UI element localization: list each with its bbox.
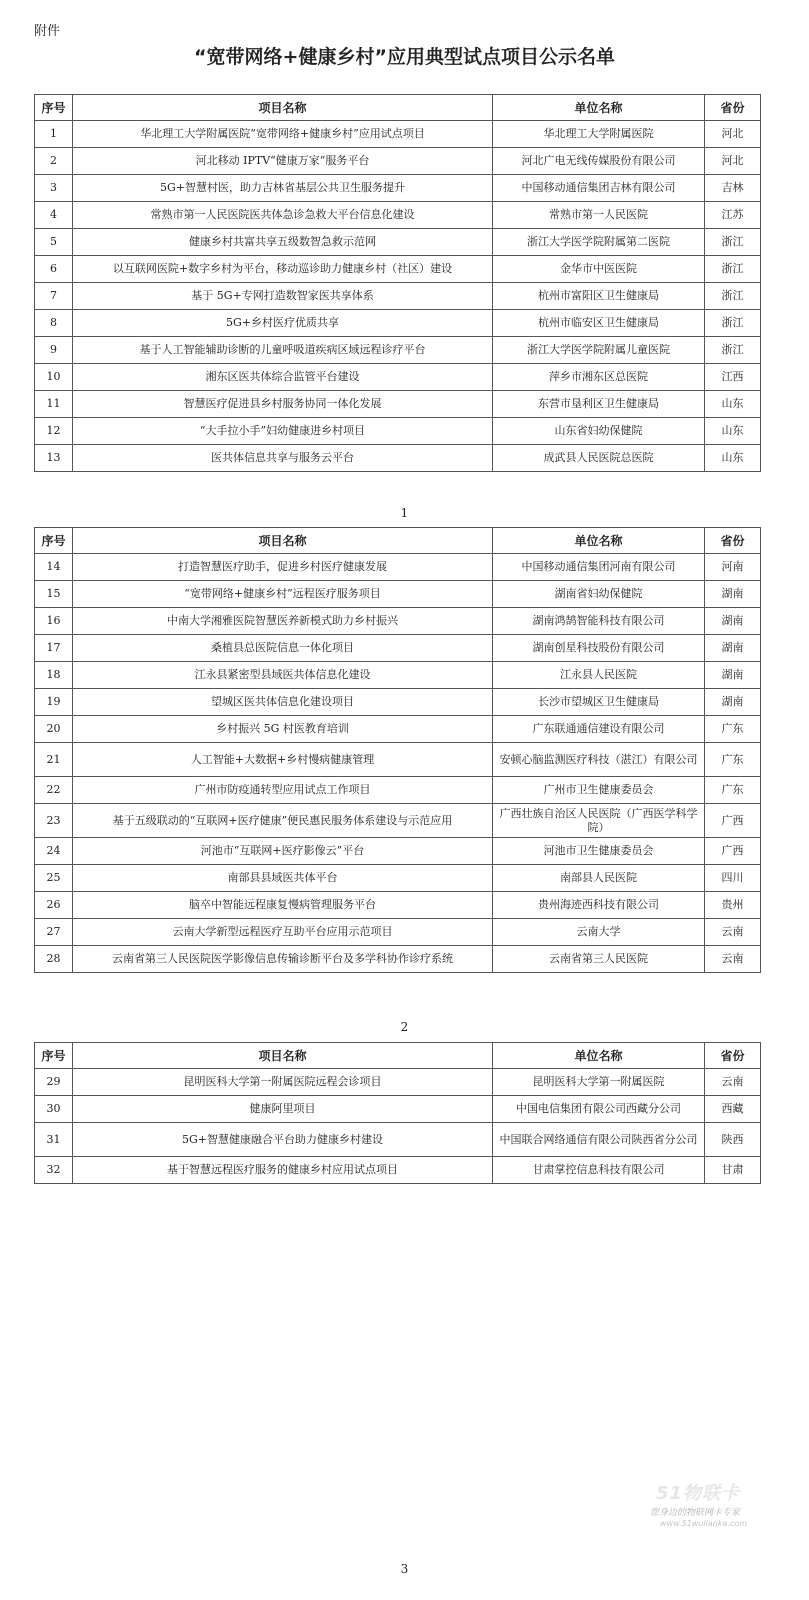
cell-no: 14 (35, 554, 73, 581)
cell-province: 浙江 (705, 310, 761, 337)
header-province: 省份 (705, 528, 761, 554)
cell-project: 望城区医共体信息化建设项目 (73, 689, 493, 716)
cell-no: 29 (35, 1069, 73, 1096)
cell-province: 浙江 (705, 229, 761, 256)
table-row (35, 337, 761, 364)
cell-unit: 华北理工大学附属医院 (493, 121, 705, 148)
cell-unit: 浙江大学医学院附属第二医院 (493, 229, 705, 256)
cell-unit: 杭州市临安区卫生健康局 (493, 310, 705, 337)
page-number: 2 (400, 1020, 409, 1034)
cell-project: 打造智慧医疗助手，促进乡村医疗健康发展 (73, 554, 493, 581)
cell-no: 24 (35, 838, 73, 865)
table-row (35, 1157, 761, 1184)
cell-province: 云南 (705, 946, 761, 973)
cell-unit: 湖南省妇幼保健院 (493, 581, 705, 608)
cell-unit: 杭州市富阳区卫生健康局 (493, 283, 705, 310)
cell-no: 27 (35, 919, 73, 946)
cell-unit: 东营市垦利区卫生健康局 (493, 391, 705, 418)
cell-project: 5G+智慧健康融合平台助力健康乡村建设 (73, 1123, 493, 1157)
cell-unit: 南部县人民医院 (493, 865, 705, 892)
cell-unit: 河池市卫生健康委员会 (493, 838, 705, 865)
cell-project: 河北移动 IPTV“健康万家”服务平台 (73, 148, 493, 175)
cell-unit: 萍乡市湘东区总医院 (493, 364, 705, 391)
cell-project: 河池市“互联网+医疗影像云”平台 (73, 838, 493, 865)
cell-no: 13 (35, 445, 73, 472)
cell-unit: 成武县人民医院总医院 (493, 445, 705, 472)
table-row (35, 946, 761, 973)
cell-unit: 浙江大学医学院附属儿童医院 (493, 337, 705, 364)
cell-project: 医共体信息共享与服务云平台 (73, 445, 493, 472)
cell-project: 桑植县总医院信息一体化项目 (73, 635, 493, 662)
table-row (35, 1069, 761, 1096)
watermark-url: www.51wulianka.com (660, 1519, 748, 1528)
cell-no: 31 (35, 1123, 73, 1157)
cell-project: 广州市防疫通转型应用试点工作项目 (73, 777, 493, 804)
cell-unit: 中国移动通信集团河南有限公司 (493, 554, 705, 581)
cell-province: 甘肃 (705, 1157, 761, 1184)
header-province: 省份 (705, 1043, 761, 1069)
cell-province: 山东 (705, 445, 761, 472)
cell-province: 吉林 (705, 175, 761, 202)
project-table-page-2 (34, 527, 761, 973)
header-province: 省份 (705, 95, 761, 121)
watermark-logo: 51物联卡 (656, 1483, 741, 1504)
cell-province: 湖南 (705, 689, 761, 716)
header-unit: 单位名称 (493, 95, 705, 121)
header-project: 项目名称 (73, 95, 493, 121)
cell-unit: 昆明医科大学第一附属医院 (493, 1069, 705, 1096)
table-row (35, 554, 761, 581)
cell-project: 南部县县域医共体平台 (73, 865, 493, 892)
cell-province: 广东 (705, 716, 761, 743)
cell-unit: 湖南创星科技股份有限公司 (493, 635, 705, 662)
cell-no: 5 (35, 229, 73, 256)
cell-project: 智慧医疗促进县乡村服务协同一体化发展 (73, 391, 493, 418)
cell-province: 云南 (705, 1069, 761, 1096)
cell-unit: 常熟市第一人民医院 (493, 202, 705, 229)
cell-project: 中南大学湘雅医院智慧医养新模式助力乡村振兴 (73, 608, 493, 635)
cell-province: 河北 (705, 148, 761, 175)
table-row (35, 445, 761, 472)
cell-province: 河南 (705, 554, 761, 581)
table-row (35, 202, 761, 229)
page-number: 1 (400, 506, 409, 520)
cell-unit: 广东联通通信建设有限公司 (493, 716, 705, 743)
project-table-page-3 (34, 1042, 761, 1184)
table-row (35, 777, 761, 804)
cell-unit: 中国电信集团有限公司西藏分公司 (493, 1096, 705, 1123)
cell-no: 32 (35, 1157, 73, 1184)
cell-no: 23 (35, 804, 73, 838)
table-row (35, 608, 761, 635)
cell-project: 基于人工智能辅助诊断的儿童呼吸道疾病区域远程诊疗平台 (73, 337, 493, 364)
cell-unit: 云南大学 (493, 919, 705, 946)
cell-province: 湖南 (705, 635, 761, 662)
cell-unit: 广州市卫生健康委员会 (493, 777, 705, 804)
cell-unit: 中国联合网络通信有限公司陕西省分公司 (493, 1123, 705, 1157)
cell-no: 18 (35, 662, 73, 689)
cell-no: 28 (35, 946, 73, 973)
cell-province: 江西 (705, 364, 761, 391)
attachment-label: 附件 (34, 24, 61, 39)
table-row (35, 364, 761, 391)
table-row (35, 418, 761, 445)
table-row (35, 892, 761, 919)
table-row (35, 804, 761, 838)
table-row (35, 635, 761, 662)
cell-project: 以互联网医院+数字乡村为平台，移动巡诊助力健康乡村（社区）建设 (73, 256, 493, 283)
cell-province: 浙江 (705, 337, 761, 364)
header-unit: 单位名称 (493, 528, 705, 554)
table-row (35, 743, 761, 777)
cell-project: 5G+乡村医疗优质共享 (73, 310, 493, 337)
cell-no: 25 (35, 865, 73, 892)
watermark (650, 1475, 790, 1535)
cell-province: 广西 (705, 804, 761, 838)
cell-province: 浙江 (705, 283, 761, 310)
cell-project: 5G+智慧村医，助力吉林省基层公共卫生服务提升 (73, 175, 493, 202)
cell-no: 22 (35, 777, 73, 804)
cell-province: 广西 (705, 838, 761, 865)
cell-province: 湖南 (705, 608, 761, 635)
cell-project: 江永县紧密型县域医共体信息化建设 (73, 662, 493, 689)
table-row (35, 148, 761, 175)
cell-project: 脑卒中智能远程康复慢病管理服务平台 (73, 892, 493, 919)
page-title: “宽带网络+健康乡村”应用典型试点项目公示名单 (194, 46, 615, 68)
table-row (35, 919, 761, 946)
cell-no: 1 (35, 121, 73, 148)
cell-no: 19 (35, 689, 73, 716)
header-no: 序号 (35, 528, 73, 554)
cell-province: 江苏 (705, 202, 761, 229)
cell-province: 湖南 (705, 581, 761, 608)
cell-project: “宽带网络+健康乡村”远程医疗服务项目 (73, 581, 493, 608)
cell-unit: 金华市中医医院 (493, 256, 705, 283)
cell-unit: 甘肃掌控信息科技有限公司 (493, 1157, 705, 1184)
cell-no: 3 (35, 175, 73, 202)
cell-unit: 中国移动通信集团吉林有限公司 (493, 175, 705, 202)
cell-project: 健康阿里项目 (73, 1096, 493, 1123)
watermark-slogan: 您身边的物联网卡专家 (650, 1508, 741, 1518)
cell-project: 常熟市第一人民医院医共体急诊急救大平台信息化建设 (73, 202, 493, 229)
cell-unit: 河北广电无线传媒股份有限公司 (493, 148, 705, 175)
header-no: 序号 (35, 95, 73, 121)
cell-unit: 长沙市望城区卫生健康局 (493, 689, 705, 716)
cell-unit: 湖南鸿鹄智能科技有限公司 (493, 608, 705, 635)
cell-no: 30 (35, 1096, 73, 1123)
table-row (35, 838, 761, 865)
cell-province: 山东 (705, 418, 761, 445)
cell-no: 26 (35, 892, 73, 919)
table-row (35, 662, 761, 689)
cell-project: 云南省第三人民医院医学影像信息传输诊断平台及多学科协作诊疗系统 (73, 946, 493, 973)
cell-province: 浙江 (705, 256, 761, 283)
cell-project: 基于五级联动的“互联网+医疗健康”便民惠民服务体系建设与示范应用 (73, 804, 493, 838)
cell-project: 乡村振兴 5G 村医教育培训 (73, 716, 493, 743)
header-no: 序号 (35, 1043, 73, 1069)
cell-unit: 安顿心脑监测医疗科技（湛江）有限公司 (493, 743, 705, 777)
cell-unit: 山东省妇幼保健院 (493, 418, 705, 445)
table-row (35, 689, 761, 716)
cell-project: “大手拉小手”妇幼健康进乡村项目 (73, 418, 493, 445)
cell-unit: 云南省第三人民医院 (493, 946, 705, 973)
table-row (35, 581, 761, 608)
table-row (35, 229, 761, 256)
cell-province: 云南 (705, 919, 761, 946)
cell-unit: 贵州海迹西科技有限公司 (493, 892, 705, 919)
cell-no: 15 (35, 581, 73, 608)
cell-project: 湘东区医共体综合监管平台建设 (73, 364, 493, 391)
table-row (35, 1123, 761, 1157)
table-row (35, 391, 761, 418)
header-project: 项目名称 (73, 528, 493, 554)
table-row (35, 310, 761, 337)
cell-project: 健康乡村共富共享五级数智急救示范网 (73, 229, 493, 256)
cell-province: 广东 (705, 743, 761, 777)
cell-province: 山东 (705, 391, 761, 418)
table-row (35, 175, 761, 202)
cell-project: 昆明医科大学第一附属医院远程会诊项目 (73, 1069, 493, 1096)
page-number: 3 (400, 1562, 409, 1576)
cell-no: 11 (35, 391, 73, 418)
cell-no: 8 (35, 310, 73, 337)
table-row (35, 121, 761, 148)
header-project: 项目名称 (73, 1043, 493, 1069)
header-unit: 单位名称 (493, 1043, 705, 1069)
cell-no: 4 (35, 202, 73, 229)
cell-province: 河北 (705, 121, 761, 148)
cell-project: 云南大学新型远程医疗互助平台应用示范项目 (73, 919, 493, 946)
cell-unit: 江永县人民医院 (493, 662, 705, 689)
cell-province: 陕西 (705, 1123, 761, 1157)
cell-province: 四川 (705, 865, 761, 892)
table-row (35, 716, 761, 743)
project-table-page-1 (34, 94, 761, 472)
table-row (35, 283, 761, 310)
cell-no: 12 (35, 418, 73, 445)
cell-no: 10 (35, 364, 73, 391)
cell-province: 贵州 (705, 892, 761, 919)
table-row (35, 865, 761, 892)
cell-project: 基于 5G+专网打造数智家医共享体系 (73, 283, 493, 310)
cell-no: 17 (35, 635, 73, 662)
cell-province: 湖南 (705, 662, 761, 689)
cell-province: 西藏 (705, 1096, 761, 1123)
cell-project: 人工智能+大数据+乡村慢病健康管理 (73, 743, 493, 777)
cell-no: 9 (35, 337, 73, 364)
cell-no: 7 (35, 283, 73, 310)
cell-project: 基于智慧远程医疗服务的健康乡村应用试点项目 (73, 1157, 493, 1184)
cell-no: 2 (35, 148, 73, 175)
cell-unit: 广西壮族自治区人民医院（广西医学科学院） (493, 804, 705, 838)
cell-no: 6 (35, 256, 73, 283)
cell-no: 16 (35, 608, 73, 635)
table-row (35, 1096, 761, 1123)
cell-project: 华北理工大学附属医院“宽带网络+健康乡村”应用试点项目 (73, 121, 493, 148)
table-row (35, 256, 761, 283)
cell-province: 广东 (705, 777, 761, 804)
cell-no: 21 (35, 743, 73, 777)
cell-no: 20 (35, 716, 73, 743)
